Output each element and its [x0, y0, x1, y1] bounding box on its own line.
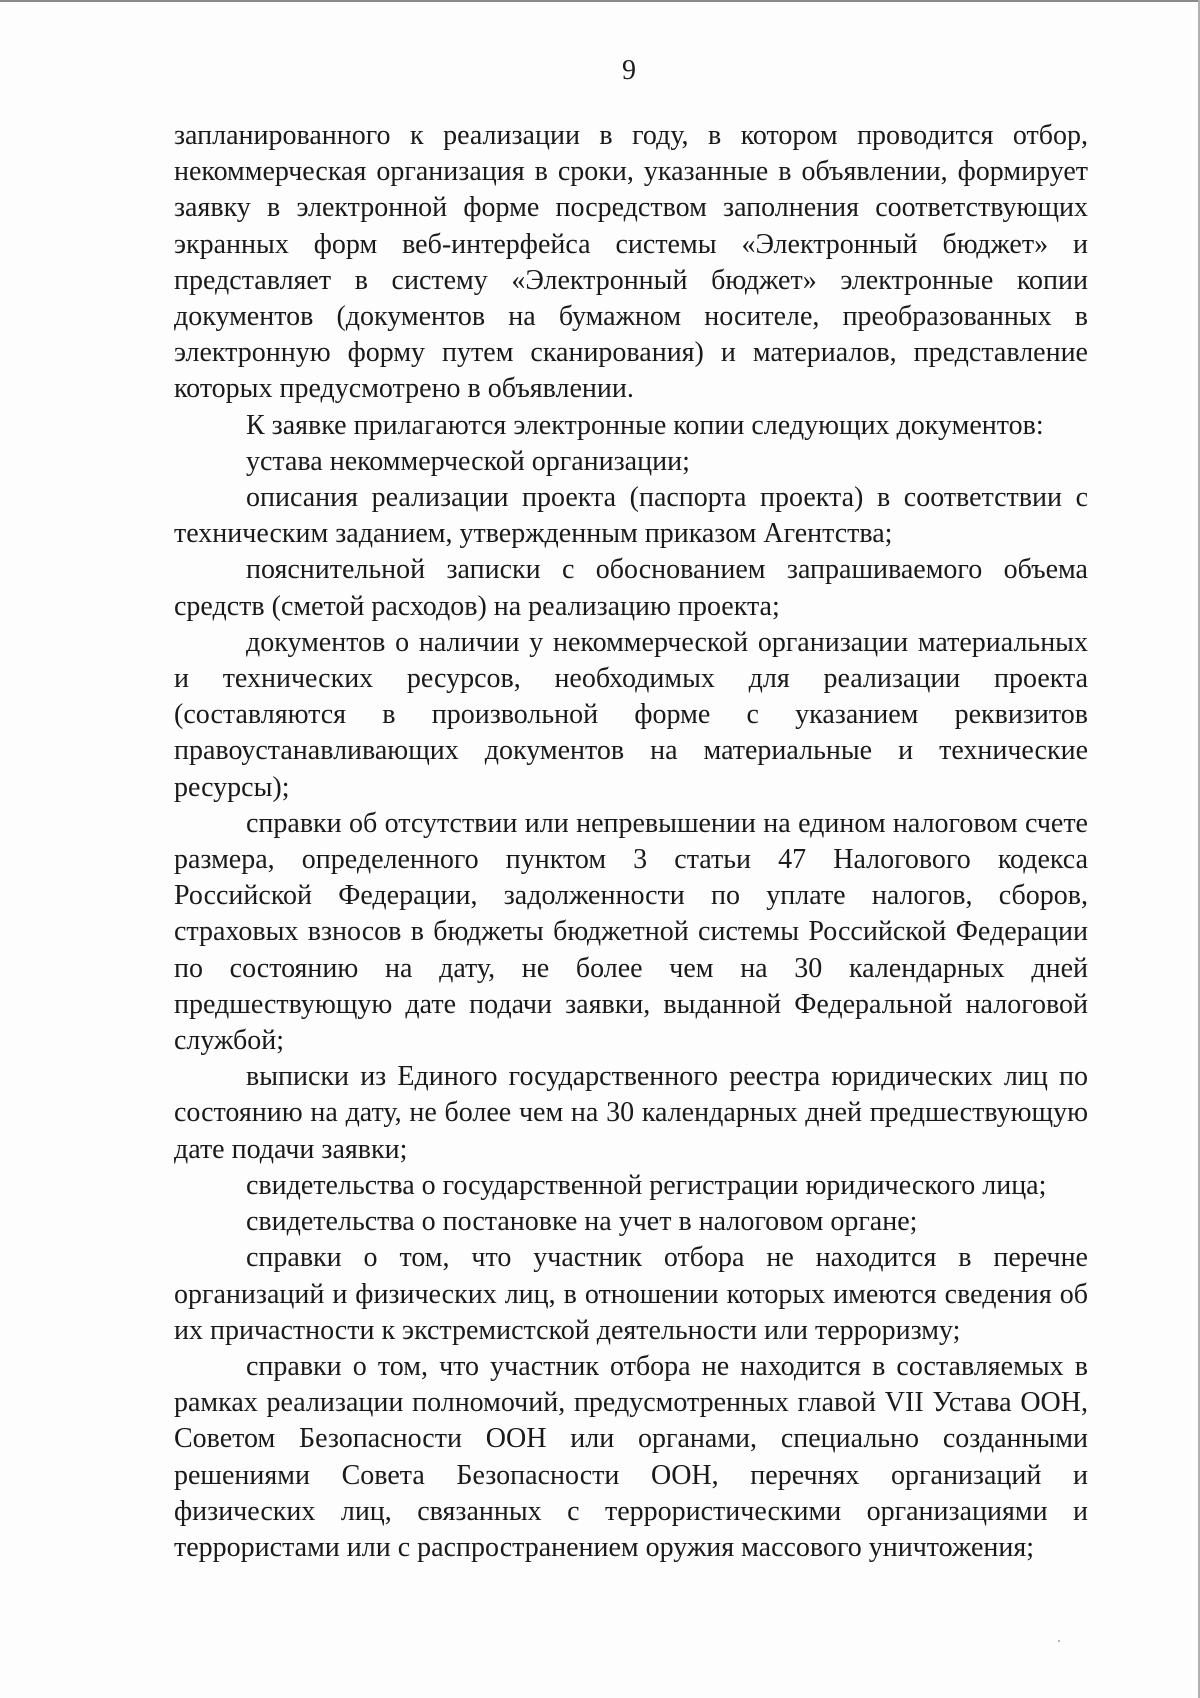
- scan-speck: [1058, 1640, 1060, 1642]
- document-body: [174, 118, 1088, 1566]
- scan-top-edge: [0, 0, 1200, 2]
- list-item-extremism-check: справки о том, что участник отбора не находится в перечне организаций и физических лиц, в отношении которых имеются сведения об их причастности к экстремистской деятельности или терроризму;: [174, 1242, 1088, 1346]
- list-item-explanatory-note: пояснительной записки с обоснованием запрашиваемого объема средств (сметой расходов) на реализацию проекта;: [174, 554, 1088, 622]
- list-item-registration-certificate: свидетельства о государственной регистрации юридического лица;: [246, 1169, 1047, 1201]
- list-item-project-description: описания реализации проекта (паспорта проекта) в соответствии с техническим заданием, утвержденным приказом Агентства;: [174, 482, 1088, 550]
- list-item-resources-documents: документов о наличии у некоммерческой организации материальных и технических ресурсов, необходимых для реализации проекта (составляются в произвольной форме с указанием реквизитов правоустанавливающих документов на материальные и технические ресурсы);: [174, 626, 1088, 803]
- list-item-un-sanctions-check: справки о том, что участник отбора не находится в составляемых в рамках реализации полномочий, предусмотренных главой VII Устава ООН, Советом Безопасности ООН или органами, специально созданными решениями Совета Безопасности ООН, перечнях организаций и физических лиц, связанных с террористическими организациями и террористами или с распространением оружия массового уничтожения;: [174, 1350, 1088, 1563]
- list-item-charter: устава некоммерческой организации;: [246, 445, 690, 477]
- list-item-tax-registration: свидетельства о постановке на учет в налоговом органе;: [246, 1206, 918, 1238]
- page-number: 9: [622, 55, 636, 86]
- list-item-egrul-extract: выписки из Единого государственного реестра юридических лиц по состоянию на дату, не более чем на 30 календарных дней предшествующую дате подачи заявки;: [174, 1061, 1088, 1165]
- paragraph-continuation: запланированного к реализации в году, в котором проводится отбор, некоммерческая организация в сроки, указанные в объявлении, формирует заявку в электронной форме посредством заполнения соответствующих экранных форм веб-интерфейса системы «Электронный бюджет» и представляет в систему «Электронный бюджет» электронные копии документов (документов на бумажном носителе, преобразованных в электронную форму путем сканирования) и материалов, представление которых предусмотрено в объявлении.: [174, 120, 1088, 405]
- list-item-tax-certificate: справки об отсутствии или непревышении на едином налоговом счете размера, определенного пунктом 3 статьи 47 Налогового кодекса Российской Федерации, задолженности по уплате налогов, сборов, страховых взносов в бюджеты бюджетной системы Российской Федерации по состоянию на дату, не более чем на 30 календарных дней предшествующую дате подачи заявки, выданной Федеральной налоговой службой;: [174, 807, 1088, 1057]
- paragraph-attachments-intro: К заявке прилагаются электронные копии следующих документов:: [246, 409, 1044, 441]
